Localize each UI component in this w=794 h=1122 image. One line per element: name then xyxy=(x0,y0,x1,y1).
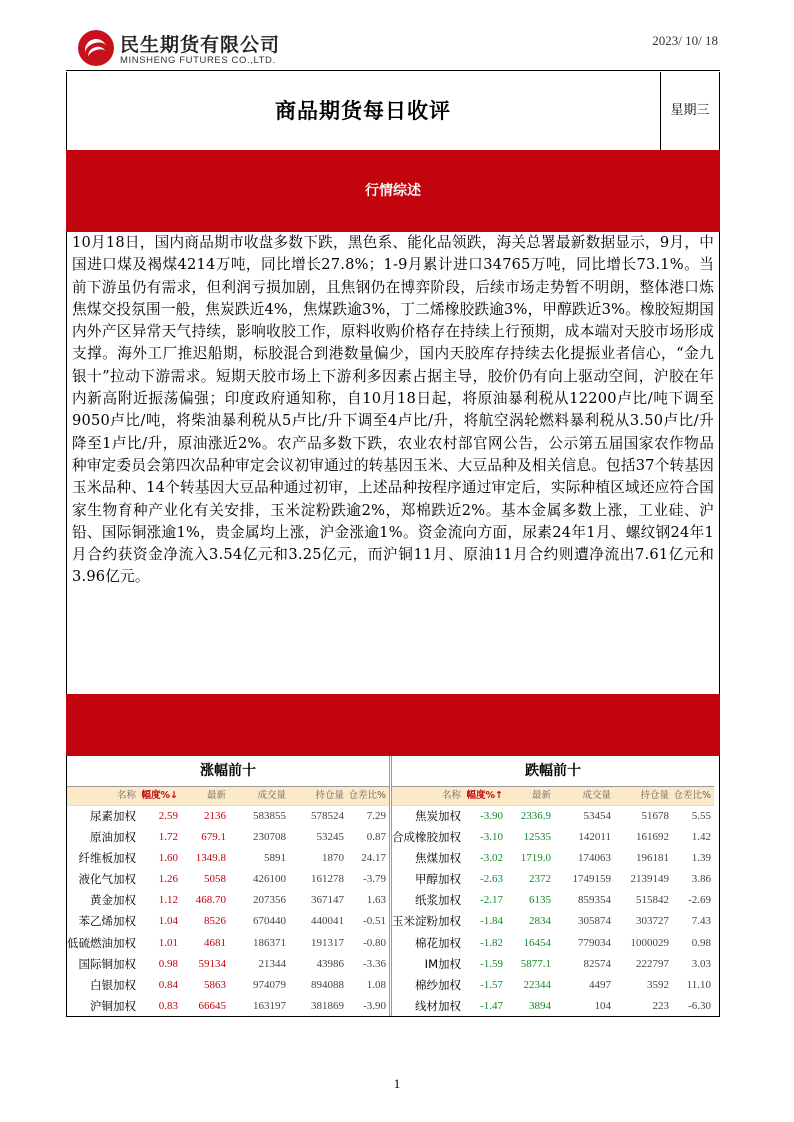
row-volume: 5891 xyxy=(264,852,286,865)
minsheng-swoosh-icon xyxy=(78,30,114,66)
row-oi-change: -3.36 xyxy=(363,957,386,970)
row-open-interest: 894088 xyxy=(311,978,344,991)
row-volume: 974079 xyxy=(253,978,286,991)
row-oi-change: 0.87 xyxy=(366,831,386,844)
col-pct[interactable]: 幅度%↑ xyxy=(466,790,503,801)
col-name[interactable]: 名称 xyxy=(116,790,136,801)
row-volume: 670440 xyxy=(253,915,286,928)
col-open-interest[interactable]: 持仓量 xyxy=(315,790,344,801)
row-oi-change: -0.51 xyxy=(363,915,386,928)
row-open-interest: 53245 xyxy=(316,831,344,844)
row-open-interest: 161692 xyxy=(636,831,669,844)
row-oi-change: 5.55 xyxy=(691,810,711,822)
row-last: 8526 xyxy=(204,915,226,928)
row-open-interest: 51678 xyxy=(641,810,669,822)
row-oi-change: 1.42 xyxy=(691,831,711,844)
table-row[interactable] xyxy=(67,911,389,932)
row-name: 玉米淀粉加权 xyxy=(392,914,461,929)
row-last: 16454 xyxy=(523,936,551,949)
table-row[interactable] xyxy=(67,975,389,996)
row-oi-change: 0.98 xyxy=(691,936,711,949)
row-name: 沪铜加权 xyxy=(90,998,136,1013)
losers-header-row xyxy=(392,787,714,806)
row-oi-change: 11.10 xyxy=(686,978,711,991)
row-open-interest: 381869 xyxy=(311,999,344,1012)
table-row[interactable] xyxy=(392,954,714,975)
col-volume[interactable]: 成交量 xyxy=(582,790,611,801)
row-volume: 186371 xyxy=(253,936,286,949)
row-pct: -2.17 xyxy=(480,894,503,907)
row-oi-change: 24.17 xyxy=(361,852,386,865)
row-volume: 104 xyxy=(594,999,611,1012)
row-pct: -1.47 xyxy=(480,999,503,1012)
section-banner-empty xyxy=(66,694,720,756)
row-name: 国际铜加权 xyxy=(78,956,136,971)
row-last: 59134 xyxy=(198,957,226,970)
row-open-interest: 191317 xyxy=(311,936,344,949)
table-row[interactable] xyxy=(67,806,389,827)
row-last: 2336.9 xyxy=(520,810,551,822)
table-row[interactable] xyxy=(392,827,714,848)
row-name: 棉花加权 xyxy=(415,935,461,950)
row-oi-change: 1.08 xyxy=(366,978,386,991)
row-open-interest: 367147 xyxy=(311,894,344,907)
col-open-interest[interactable]: 持仓量 xyxy=(640,790,669,801)
row-pct: 1.26 xyxy=(158,873,178,886)
row-name: 黄金加权 xyxy=(90,893,136,908)
report-date: 2023/ 10/ 18 xyxy=(652,33,718,48)
row-volume: 859354 xyxy=(578,894,611,907)
row-pct: -2.63 xyxy=(480,873,503,886)
row-last: 22344 xyxy=(523,978,551,991)
row-oi-change: 3.86 xyxy=(691,873,711,886)
row-name: 线材加权 xyxy=(415,998,461,1013)
section-banner-overview xyxy=(66,150,720,232)
gainers-table xyxy=(67,756,392,1016)
row-oi-change: -2.69 xyxy=(688,894,711,907)
row-last: 2136 xyxy=(204,810,226,822)
row-name: 焦煤加权 xyxy=(415,851,461,866)
row-name: 甲醇加权 xyxy=(415,872,461,887)
row-volume: 305874 xyxy=(578,915,611,928)
table-row[interactable] xyxy=(392,806,714,827)
row-open-interest: 515842 xyxy=(636,894,669,907)
col-last[interactable]: 最新 xyxy=(531,790,551,801)
row-last: 4681 xyxy=(204,936,226,949)
table-row[interactable] xyxy=(67,933,389,954)
row-pct: 2.59 xyxy=(158,810,178,822)
row-last: 12535 xyxy=(523,831,551,844)
row-open-interest: 578524 xyxy=(311,810,344,822)
table-row[interactable] xyxy=(392,975,714,996)
row-volume: 1749159 xyxy=(572,873,611,886)
header-divider xyxy=(66,70,720,71)
col-oi-change[interactable]: 仓差比% xyxy=(348,790,386,801)
row-last: 5863 xyxy=(204,978,226,991)
row-pct: -3.02 xyxy=(480,852,503,865)
row-name: 纤维板加权 xyxy=(78,851,136,866)
page-number: 1 xyxy=(393,1076,401,1091)
row-last: 6135 xyxy=(529,894,551,907)
row-volume: 426100 xyxy=(253,873,286,886)
ranking-tables xyxy=(66,756,720,1017)
company-name-cn: 民生期货有限公司 xyxy=(120,34,281,56)
gainers-title: 涨幅前十 xyxy=(67,756,389,787)
table-row[interactable] xyxy=(392,996,714,1017)
row-oi-change: 7.29 xyxy=(366,810,386,822)
row-pct: -1.57 xyxy=(480,978,503,991)
table-row[interactable] xyxy=(392,869,714,890)
losers-rows xyxy=(392,806,714,1017)
row-last: 2834 xyxy=(529,915,551,928)
row-oi-change: 1.39 xyxy=(691,852,711,865)
row-last: 468.70 xyxy=(195,894,226,907)
row-pct: 1.12 xyxy=(158,894,178,907)
row-open-interest: 196181 xyxy=(636,852,669,865)
page-title: 商品期货每日收评 xyxy=(275,99,451,123)
col-pct[interactable]: 幅度%↓ xyxy=(141,790,178,801)
row-oi-change: 3.03 xyxy=(691,957,711,970)
row-volume: 779034 xyxy=(578,936,611,949)
row-open-interest: 43986 xyxy=(316,957,344,970)
row-last: 66645 xyxy=(198,999,226,1012)
table-row[interactable] xyxy=(392,911,714,932)
market-summary xyxy=(66,232,720,694)
row-volume: 163197 xyxy=(253,999,286,1012)
row-last: 3894 xyxy=(529,999,551,1012)
row-name: 原油加权 xyxy=(90,830,136,845)
summary-text: 10月18日，国内商品期市收盘多数下跌，黑色系、能化品领跌，海关总署最新数据显示，9月，中国进口煤及褐煤4214万吨，同比增长27.8%；1-9月累计进口34765万吨，同比增长73.1%。当前下游虽仍有需求，但利润亏损加剧，且焦钢仍在博弈阶段，后续市场走势暂不明朗，整体港口炼焦煤交投氛围一般，焦炭跌近4%，焦煤跌逾3%，丁二烯橡胶跌逾3%，甲醇跌近3%。橡胶短期国内外产区异常天气持续，影响收胶工作，原料收购价格存在持续上行预期，成本端对天胶市场形成支撑。海外工厂推迟船期，标胶混合到港数量偏少，国内天胶库存持续去化提振业者信心，“金九银十”拉动下游需求。短期天胶市场上下游利多因素占据主导，胶价仍有向上驱动空间，沪胶在年内新高附近振荡偏强；印度政府通知称，自10月18日起，将原油暴利税从12200卢比/吨下调至9050卢比/吨，将柴油暴利税从5卢比/升下调至4卢比/升，将航空涡轮燃料暴利税从3.50卢比/升降至1卢比/升，原油涨近2%。农产品多数下跌，农业农村部官网公告，公示第五届国家农作物品种审定委员会第四次品种审定会议初审通过的转基因玉米、大豆品种及相关信息。包括37个转基因玉米品种、14个转基因大豆品种通过初审，上述品种按程序通过审定后，实际种植区域还应符合国家生物育种产业化有关安排，玉米淀粉跌逾2%，郑棉跌近2%。基本金属多数上涨，工业硅、沪铅、国际铜涨逾1%，贵金属均上涨，沪金涨逾1%。资金流向方面，尿素24年1月、螺纹钢24年1月合约获资金净流入3.54亿元和3.25亿元，而沪铜11月、原油11月合约则遭净流出7.61亿元和3.96亿元。 xyxy=(72,234,714,586)
weekday: 星期三 xyxy=(670,103,710,118)
row-pct: 1.72 xyxy=(158,831,178,844)
table-row[interactable] xyxy=(67,869,389,890)
row-pct: 0.98 xyxy=(158,957,178,970)
row-pct: -1.82 xyxy=(480,936,503,949)
row-pct: -1.59 xyxy=(480,957,503,970)
losers-table xyxy=(392,756,714,1016)
row-volume: 53454 xyxy=(583,810,611,822)
row-name: 焦炭加权 xyxy=(415,809,461,823)
weekday-cell xyxy=(660,72,719,150)
row-name: 白银加权 xyxy=(90,977,136,992)
row-last: 1349.8 xyxy=(195,852,226,865)
row-last: 1719.0 xyxy=(520,852,551,865)
table-row[interactable] xyxy=(67,890,389,911)
row-oi-change: -3.90 xyxy=(363,999,386,1012)
col-oi-change[interactable]: 仓差比% xyxy=(673,790,711,801)
table-row[interactable] xyxy=(67,848,389,869)
row-open-interest: 2139149 xyxy=(630,873,669,886)
row-volume: 583855 xyxy=(253,810,286,822)
row-open-interest: 223 xyxy=(652,999,669,1012)
row-name: 尿素加权 xyxy=(90,809,136,823)
row-oi-change: 7.43 xyxy=(691,915,711,928)
row-volume: 207356 xyxy=(253,894,286,907)
row-volume: 142011 xyxy=(578,831,611,844)
title-box xyxy=(66,72,720,150)
row-volume: 174063 xyxy=(578,852,611,865)
row-name: 纸浆加权 xyxy=(415,893,461,908)
row-open-interest: 303727 xyxy=(636,915,669,928)
gainers-rows xyxy=(67,806,389,1017)
row-pct: 0.84 xyxy=(158,978,178,991)
row-name: 低硫燃油加权 xyxy=(67,935,136,950)
row-volume: 82574 xyxy=(583,957,611,970)
row-oi-change: -6.30 xyxy=(688,999,711,1012)
losers-title: 跌幅前十 xyxy=(392,756,714,787)
row-oi-change: -0.80 xyxy=(363,936,386,949)
section-title: 行情综述 xyxy=(365,183,421,199)
row-open-interest: 222797 xyxy=(636,957,669,970)
col-name[interactable]: 名称 xyxy=(441,790,461,801)
row-pct: 1.01 xyxy=(158,936,178,949)
row-name: 合成橡胶加权 xyxy=(392,830,461,845)
row-last: 679.1 xyxy=(201,831,226,844)
table-row[interactable] xyxy=(67,996,389,1017)
row-name: IM加权 xyxy=(424,956,461,971)
row-oi-change: -3.79 xyxy=(363,873,386,886)
company-logo xyxy=(78,28,318,72)
row-name: 苯乙烯加权 xyxy=(78,914,136,929)
row-volume: 21344 xyxy=(258,957,286,970)
row-volume: 4497 xyxy=(589,978,611,991)
row-volume: 230708 xyxy=(253,831,286,844)
col-volume[interactable]: 成交量 xyxy=(257,790,286,801)
company-name-en: MINSHENG FUTURES CO.,LTD. xyxy=(120,55,276,66)
table-row[interactable] xyxy=(67,827,389,848)
table-row[interactable] xyxy=(392,848,714,869)
row-open-interest: 3592 xyxy=(647,978,669,991)
row-name: 棉纱加权 xyxy=(415,977,461,992)
row-pct: -3.10 xyxy=(480,831,503,844)
row-open-interest: 1000029 xyxy=(630,936,669,949)
row-pct: 0.83 xyxy=(158,999,178,1012)
row-open-interest: 440041 xyxy=(311,915,344,928)
row-last: 2372 xyxy=(529,873,551,886)
row-pct: 1.60 xyxy=(158,852,178,865)
table-row[interactable] xyxy=(392,933,714,954)
row-name: 液化气加权 xyxy=(78,872,136,887)
row-pct: -1.84 xyxy=(480,915,503,928)
row-open-interest: 1870 xyxy=(322,852,344,865)
table-row[interactable] xyxy=(392,890,714,911)
row-oi-change: 1.63 xyxy=(366,894,386,907)
gainers-header-row xyxy=(67,787,389,806)
row-pct: 1.04 xyxy=(158,915,178,928)
row-pct: -3.90 xyxy=(480,810,503,822)
row-last: 5877.1 xyxy=(520,957,551,970)
table-row[interactable] xyxy=(67,954,389,975)
row-last: 5058 xyxy=(204,873,226,886)
row-open-interest: 161278 xyxy=(311,873,344,886)
col-last[interactable]: 最新 xyxy=(206,790,226,801)
